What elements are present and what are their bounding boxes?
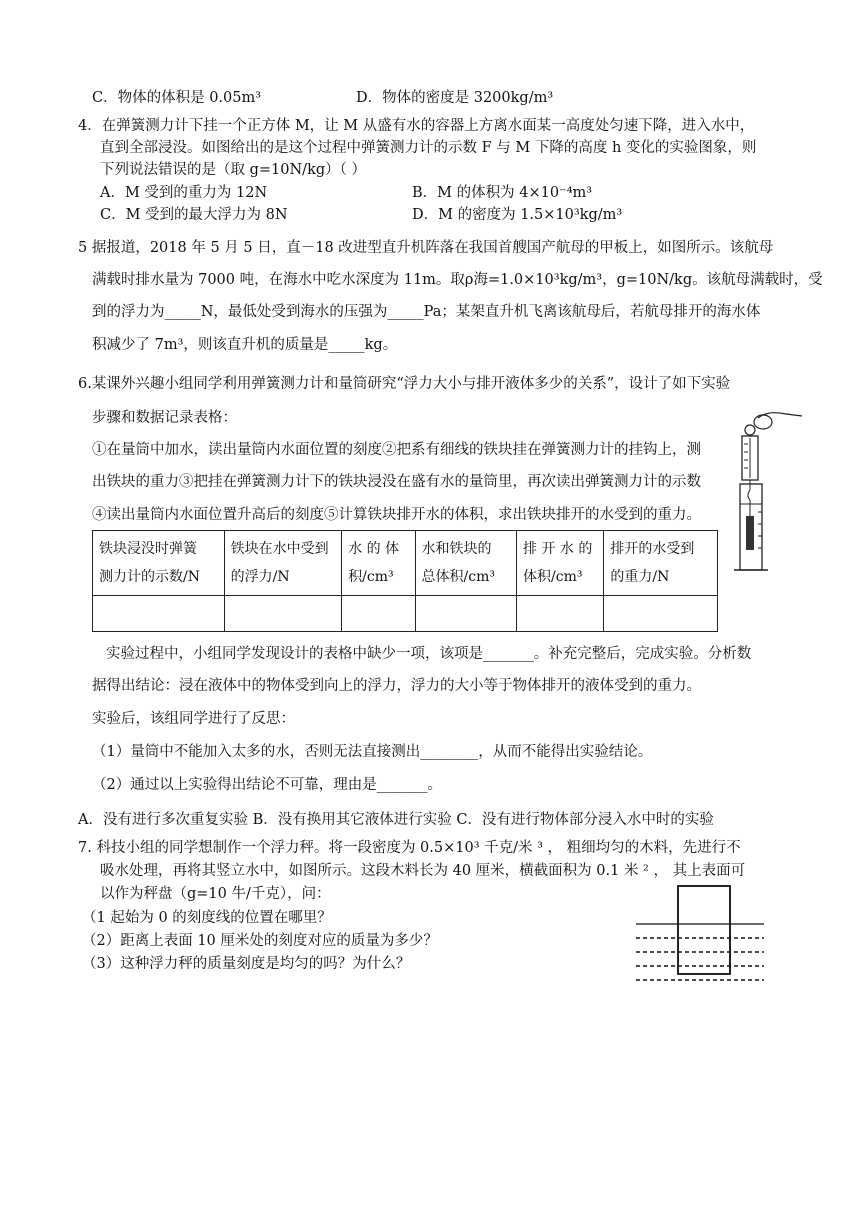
q5-stem-line1: 5 据报道，2018 年 5 月 5 日，直－18 改进型直升机阵落在我国首艘国产航母的甲板上，如图所示。该航母 bbox=[78, 240, 774, 256]
data-record-table bbox=[92, 530, 718, 632]
table-empty-row bbox=[93, 596, 718, 632]
q6-analysis-line1: 实验过程中，小组同学发现设计的表格中缺少一项，该项是_______。补充完整后，完成实验。分析数 bbox=[106, 646, 752, 662]
q5-stem-line2: 满载时排水量为 7000 吨，在海水中吃水深度为 11m。取ρ海=1.0×10³kg/m³，g=10N/kg。该航母满载时，受 bbox=[92, 272, 823, 288]
q4-option-c: C．M 受到的最大浮力为 8N bbox=[100, 207, 288, 223]
table-header-cell: 铁块在水中受到 的浮力/N bbox=[224, 531, 342, 596]
q4-option-a: A．M 受到的重力为 12N bbox=[100, 185, 268, 201]
q7-question-3: （3）这种浮力秤的质量刻度是均匀的吗？为什么？ bbox=[82, 956, 411, 972]
q3-option-d: D．物体的密度是 3200kg/m³ bbox=[356, 90, 554, 106]
q7-stem-line3: 以作为秤盘（g=10 牛/千克），问： bbox=[100, 886, 331, 902]
q7-stem-line2: 吸水处理，再将其竖立水中，如图所示。这段木料长为 40 厘米，横截面积为 0.1 米 ² ， 其上表面可 bbox=[100, 863, 746, 879]
spring-scale-figure bbox=[728, 408, 808, 578]
table-header-cell: 水 的 体 积/cm³ bbox=[342, 531, 415, 596]
q5-stem-line3: 到的浮力为_____N，最低处受到海水的压强为_____Pa；某架直升机飞离该航母后，若航母排开的海水体 bbox=[92, 304, 761, 320]
q6-reflection-title: 实验后，该组同学进行了反思： bbox=[92, 711, 295, 727]
q6-step-line2: 出铁块的重力③把挂在弹簧测力计下的铁块浸没在盛有水的量筒里，再次读出弹簧测力计的示数 bbox=[92, 474, 701, 490]
q4-stem-line1: 4．在弹簧测力计下挂一个正方体 M，让 M 从盛有水的容器上方离水面某一高度处匀速下降，进入水中， bbox=[78, 118, 755, 134]
q3-option-c: C．物体的体积是 0.05m³ bbox=[92, 90, 262, 106]
table-header-row bbox=[93, 531, 718, 596]
q6-stem-line1: 6.某课外兴趣小组同学利用弹簧测力计和量筒研究“浮力大小与排开液体多少的关系”，设计了如下实验 bbox=[78, 376, 731, 392]
q6-analysis-line2: 据得出结论：浸在液体中的物体受到向上的浮力，浮力的大小等于物体排开的液体受到的重力。 bbox=[92, 678, 701, 694]
q7-question-2: （2）距离上表面 10 厘米处的刻度对应的质量为多少？ bbox=[82, 933, 438, 949]
q7-question-1: （1 起始为 0 的刻度线的位置在哪里？ bbox=[82, 910, 332, 926]
table-header-cell: 铁块浸没时弹簧 测力计的示数/N bbox=[93, 531, 225, 596]
q7-stem-line1: 7. 科技小组的同学想制作一个浮力秤。将一段密度为 0.5×10³ 千克/米 ³ ， 粗细均匀的木料，先进行不 bbox=[78, 840, 741, 856]
q4-option-b: B．M 的体积为 4×10⁻⁴m³ bbox=[412, 185, 593, 201]
q4-stem-line2: 直到全部浸没。如图给出的是这个过程中弹簧测力计的示数 F 与 M 下降的高度 h 变化的实验图象，则 bbox=[100, 140, 757, 156]
q4-option-d: D．M 的密度为 1.5×10³kg/m³ bbox=[412, 207, 623, 223]
q6-step-line1: ①在量筒中加水，读出量筒内水面位置的刻度②把系有细线的铁块挂在弹簧测力计的挂钩上，测 bbox=[92, 442, 701, 458]
table-header-cell: 水和铁块的 总体积/cm³ bbox=[415, 531, 516, 596]
q6-reflection-1: （1）量筒中不能加入太多的水，否则无法直接测出________，从而不能得出实验结论。 bbox=[92, 744, 653, 760]
q5-stem-line4: 积减少了 7m³，则该直升机的质量是_____kg。 bbox=[92, 337, 398, 353]
q6-reflection-2: （2）通过以上实验得出结论不可靠，理由是_______。 bbox=[92, 777, 442, 793]
q6-options: A．没有进行多次重复实验 B．没有换用其它液体进行实验 C．没有进行物体部分浸入水中时的实验 bbox=[78, 812, 714, 828]
q6-stem-line2: 步骤和数据记录表格： bbox=[92, 410, 237, 426]
table-header-cell: 排开的水受到 的重力/N bbox=[604, 531, 718, 596]
table-header-cell: 排 开 水 的 体积/cm³ bbox=[517, 531, 604, 596]
floating-wood-figure bbox=[636, 884, 764, 994]
q4-stem-line3: 下列说法错误的是（取 g=10N/kg）（ ） bbox=[100, 162, 366, 178]
q6-step-line3: ④读出量筒内水面位置升高后的刻度⑤计算铁块排开水的体积，求出铁块排开的水受到的重力。 bbox=[92, 507, 701, 523]
